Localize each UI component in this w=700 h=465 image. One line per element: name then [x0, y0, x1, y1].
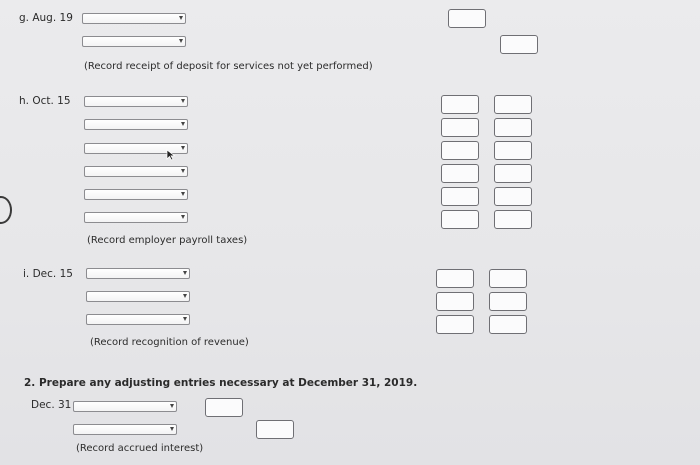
mouse-pointer-icon	[166, 149, 176, 161]
chevron-down-icon	[181, 122, 185, 126]
part2-account-dropdown-2[interactable]	[73, 424, 177, 435]
entry-i-credit-input-2[interactable]	[489, 292, 527, 311]
entry-h-credit-input-5[interactable]	[494, 187, 532, 206]
part2-note: (Record accrued interest)	[76, 443, 204, 454]
chevron-down-icon	[179, 39, 183, 43]
entry-g-date-label: g. Aug. 19	[19, 12, 73, 24]
chevron-down-icon	[181, 192, 185, 196]
chevron-down-icon	[170, 427, 174, 431]
entry-h-debit-input-1[interactable]	[441, 95, 479, 114]
chevron-down-icon	[179, 16, 183, 20]
chevron-down-icon	[183, 294, 187, 298]
entry-i-debit-input-1[interactable]	[436, 269, 474, 288]
entry-h-account-dropdown-1[interactable]	[84, 96, 188, 107]
chevron-down-icon	[181, 146, 185, 150]
entry-h-note: (Record employer payroll taxes)	[87, 235, 248, 246]
entry-h-credit-input-4[interactable]	[494, 164, 532, 183]
entry-g-account-dropdown-2[interactable]	[82, 36, 186, 47]
entry-h-credit-input-3[interactable]	[494, 141, 532, 160]
entry-h-account-dropdown-4[interactable]	[84, 166, 188, 177]
part2-account-dropdown-1[interactable]	[73, 401, 177, 412]
entry-h-account-dropdown-5[interactable]	[84, 189, 188, 200]
partial-circle-decoration	[0, 196, 12, 224]
entry-i-debit-input-2[interactable]	[436, 292, 474, 311]
entry-h-account-dropdown-6[interactable]	[84, 212, 188, 223]
entry-h-credit-input-1[interactable]	[494, 95, 532, 114]
entry-i-credit-input-1[interactable]	[489, 269, 527, 288]
entry-h-debit-input-2[interactable]	[441, 118, 479, 137]
entry-i-credit-input-3[interactable]	[489, 315, 527, 334]
entry-h-debit-input-4[interactable]	[441, 164, 479, 183]
entry-i-account-dropdown-2[interactable]	[86, 291, 190, 302]
entry-g-debit-input-1[interactable]	[448, 9, 486, 28]
part2-debit-input[interactable]	[205, 398, 243, 417]
entry-g-account-dropdown-1[interactable]	[82, 13, 186, 24]
part2-date-label: Dec. 31	[31, 399, 72, 411]
entry-h-date-label: h. Oct. 15	[19, 95, 71, 107]
entry-i-date-label: i. Dec. 15	[23, 268, 73, 280]
chevron-down-icon	[181, 215, 185, 219]
entry-h-debit-input-3[interactable]	[441, 141, 479, 160]
entry-h-credit-input-6[interactable]	[494, 210, 532, 229]
entry-i-account-dropdown-1[interactable]	[86, 268, 190, 279]
part2-heading: 2. Prepare any adjusting entries necessary at December 31, 2019.	[24, 377, 418, 389]
entry-i-account-dropdown-3[interactable]	[86, 314, 190, 325]
chevron-down-icon	[183, 317, 187, 321]
entry-i-debit-input-3[interactable]	[436, 315, 474, 334]
entry-i-note: (Record recognition of revenue)	[90, 337, 249, 348]
chevron-down-icon	[183, 271, 187, 275]
part2-credit-input[interactable]	[256, 420, 294, 439]
entry-h-credit-input-2[interactable]	[494, 118, 532, 137]
entry-g-note: (Record receipt of deposit for services not yet performed)	[84, 61, 373, 72]
chevron-down-icon	[181, 169, 185, 173]
entry-h-account-dropdown-2[interactable]	[84, 119, 188, 130]
entry-h-debit-input-6[interactable]	[441, 210, 479, 229]
entry-g-credit-input-2[interactable]	[500, 35, 538, 54]
chevron-down-icon	[181, 99, 185, 103]
chevron-down-icon	[170, 404, 174, 408]
entry-h-debit-input-5[interactable]	[441, 187, 479, 206]
